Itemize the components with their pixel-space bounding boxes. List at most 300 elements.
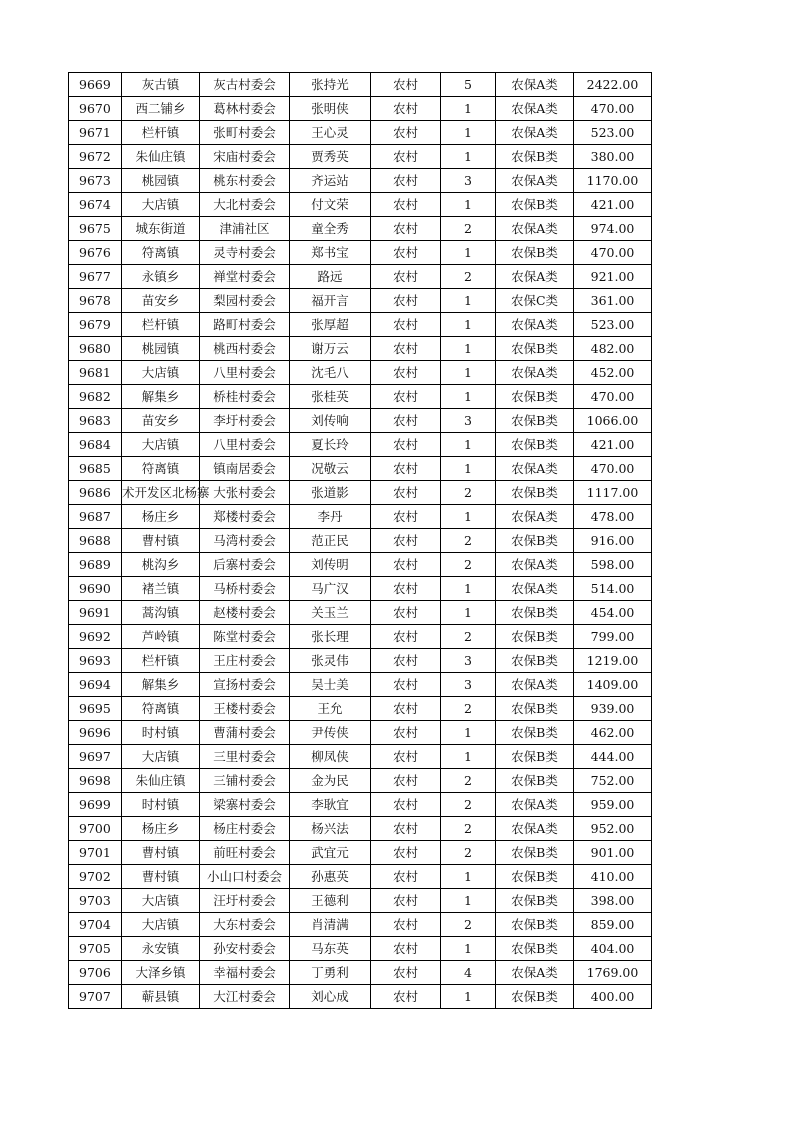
cell-town: 术开发区北杨寨 [122, 481, 200, 505]
cell-insurance-category: 农保B类 [496, 409, 574, 433]
cell-amount: 799.00 [574, 625, 652, 649]
cell-person-name: 张灵伟 [290, 649, 371, 673]
cell-amount: 470.00 [574, 385, 652, 409]
cell-insurance-category: 农保A类 [496, 97, 574, 121]
table-row [69, 361, 652, 385]
cell-insurance-category: 农保A类 [496, 73, 574, 97]
cell-household-type: 农村 [371, 577, 441, 601]
cell-village: 大江村委会 [200, 985, 290, 1009]
cell-member-count: 2 [441, 793, 496, 817]
cell-village: 马湾村委会 [200, 529, 290, 553]
cell-insurance-category: 农保B类 [496, 985, 574, 1009]
cell-amount: 939.00 [574, 697, 652, 721]
cell-village: 马桥村委会 [200, 577, 290, 601]
cell-village: 王庄村委会 [200, 649, 290, 673]
table-row [69, 913, 652, 937]
cell-village: 八里村委会 [200, 361, 290, 385]
cell-member-count: 3 [441, 649, 496, 673]
cell-insurance-category: 农保B类 [496, 913, 574, 937]
table-row [69, 625, 652, 649]
table-row [69, 985, 652, 1009]
cell-insurance-category: 农保B类 [496, 193, 574, 217]
table-row [69, 409, 652, 433]
cell-amount: 421.00 [574, 433, 652, 457]
cell-member-count: 2 [441, 553, 496, 577]
cell-town: 大泽乡镇 [122, 961, 200, 985]
cell-household-type: 农村 [371, 721, 441, 745]
cell-household-type: 农村 [371, 625, 441, 649]
cell-row-id: 9681 [69, 361, 122, 385]
cell-person-name: 张明侠 [290, 97, 371, 121]
cell-row-id: 9676 [69, 241, 122, 265]
cell-row-id: 9705 [69, 937, 122, 961]
table-row [69, 673, 652, 697]
cell-row-id: 9689 [69, 553, 122, 577]
cell-insurance-category: 农保A类 [496, 265, 574, 289]
records-table [68, 72, 652, 1009]
cell-amount: 421.00 [574, 193, 652, 217]
cell-row-id: 9683 [69, 409, 122, 433]
cell-row-id: 9693 [69, 649, 122, 673]
cell-amount: 2422.00 [574, 73, 652, 97]
cell-amount: 470.00 [574, 97, 652, 121]
cell-member-count: 3 [441, 673, 496, 697]
cell-village: 大东村委会 [200, 913, 290, 937]
table-row [69, 313, 652, 337]
cell-household-type: 农村 [371, 529, 441, 553]
cell-member-count: 2 [441, 769, 496, 793]
cell-amount: 404.00 [574, 937, 652, 961]
cell-member-count: 2 [441, 697, 496, 721]
cell-household-type: 农村 [371, 841, 441, 865]
cell-member-count: 1 [441, 889, 496, 913]
cell-person-name: 张持光 [290, 73, 371, 97]
cell-person-name: 吴士美 [290, 673, 371, 697]
cell-village: 桃东村委会 [200, 169, 290, 193]
table-row [69, 97, 652, 121]
cell-insurance-category: 农保A类 [496, 121, 574, 145]
cell-person-name: 沈毛八 [290, 361, 371, 385]
table-row [69, 481, 652, 505]
cell-amount: 1170.00 [574, 169, 652, 193]
cell-insurance-category: 农保A类 [496, 961, 574, 985]
cell-amount: 1066.00 [574, 409, 652, 433]
cell-town: 大店镇 [122, 889, 200, 913]
cell-amount: 974.00 [574, 217, 652, 241]
cell-person-name: 范正民 [290, 529, 371, 553]
cell-town: 解集乡 [122, 385, 200, 409]
table-row [69, 577, 652, 601]
cell-town: 时村镇 [122, 793, 200, 817]
cell-town: 芦岭镇 [122, 625, 200, 649]
cell-amount: 482.00 [574, 337, 652, 361]
table-body [69, 73, 652, 1009]
cell-member-count: 1 [441, 985, 496, 1009]
cell-member-count: 1 [441, 721, 496, 745]
table-row [69, 169, 652, 193]
cell-amount: 444.00 [574, 745, 652, 769]
cell-person-name: 肖清满 [290, 913, 371, 937]
cell-town: 桃园镇 [122, 337, 200, 361]
cell-row-id: 9677 [69, 265, 122, 289]
cell-household-type: 农村 [371, 457, 441, 481]
cell-town: 大店镇 [122, 745, 200, 769]
cell-town: 城东街道 [122, 217, 200, 241]
table-row [69, 505, 652, 529]
cell-member-count: 2 [441, 625, 496, 649]
cell-town: 杨庄乡 [122, 817, 200, 841]
cell-household-type: 农村 [371, 913, 441, 937]
cell-village: 灰古村委会 [200, 73, 290, 97]
cell-amount: 361.00 [574, 289, 652, 313]
cell-insurance-category: 农保A类 [496, 817, 574, 841]
cell-insurance-category: 农保B类 [496, 601, 574, 625]
cell-household-type: 农村 [371, 649, 441, 673]
cell-insurance-category: 农保B类 [496, 529, 574, 553]
cell-row-id: 9692 [69, 625, 122, 649]
cell-row-id: 9669 [69, 73, 122, 97]
cell-household-type: 农村 [371, 673, 441, 697]
cell-village: 宋庙村委会 [200, 145, 290, 169]
cell-member-count: 2 [441, 265, 496, 289]
cell-household-type: 农村 [371, 313, 441, 337]
cell-village: 大北村委会 [200, 193, 290, 217]
cell-town: 时村镇 [122, 721, 200, 745]
cell-insurance-category: 农保B类 [496, 841, 574, 865]
cell-town: 苗安乡 [122, 289, 200, 313]
cell-insurance-category: 农保B类 [496, 649, 574, 673]
cell-town: 永镇乡 [122, 265, 200, 289]
cell-person-name: 柳凤侠 [290, 745, 371, 769]
table-row [69, 817, 652, 841]
cell-town: 桃沟乡 [122, 553, 200, 577]
cell-household-type: 农村 [371, 553, 441, 577]
cell-person-name: 张厚超 [290, 313, 371, 337]
cell-amount: 380.00 [574, 145, 652, 169]
table-row [69, 649, 652, 673]
cell-insurance-category: 农保B类 [496, 145, 574, 169]
table-row [69, 601, 652, 625]
cell-row-id: 9678 [69, 289, 122, 313]
cell-person-name: 王心灵 [290, 121, 371, 145]
cell-person-name: 刘传响 [290, 409, 371, 433]
cell-member-count: 1 [441, 937, 496, 961]
cell-town: 蒿沟镇 [122, 601, 200, 625]
table-row [69, 433, 652, 457]
cell-village: 幸福村委会 [200, 961, 290, 985]
cell-household-type: 农村 [371, 217, 441, 241]
cell-row-id: 9690 [69, 577, 122, 601]
cell-village: 路町村委会 [200, 313, 290, 337]
cell-amount: 452.00 [574, 361, 652, 385]
cell-town: 蕲县镇 [122, 985, 200, 1009]
cell-person-name: 郑书宝 [290, 241, 371, 265]
cell-town: 桃园镇 [122, 169, 200, 193]
cell-household-type: 农村 [371, 985, 441, 1009]
cell-insurance-category: 农保B类 [496, 433, 574, 457]
cell-town: 符离镇 [122, 697, 200, 721]
table-row [69, 769, 652, 793]
cell-amount: 1219.00 [574, 649, 652, 673]
cell-member-count: 1 [441, 745, 496, 769]
cell-village: 张町村委会 [200, 121, 290, 145]
cell-household-type: 农村 [371, 601, 441, 625]
cell-village: 郑楼村委会 [200, 505, 290, 529]
cell-insurance-category: 农保A类 [496, 361, 574, 385]
cell-town: 灰古镇 [122, 73, 200, 97]
table-row [69, 961, 652, 985]
cell-amount: 523.00 [574, 313, 652, 337]
cell-row-id: 9698 [69, 769, 122, 793]
table-row [69, 337, 652, 361]
table-row [69, 697, 652, 721]
cell-insurance-category: 农保A类 [496, 577, 574, 601]
cell-person-name: 路远 [290, 265, 371, 289]
cell-row-id: 9672 [69, 145, 122, 169]
cell-town: 大店镇 [122, 913, 200, 937]
cell-member-count: 2 [441, 817, 496, 841]
cell-insurance-category: 农保B类 [496, 769, 574, 793]
cell-town: 西二铺乡 [122, 97, 200, 121]
cell-person-name: 王德利 [290, 889, 371, 913]
cell-household-type: 农村 [371, 481, 441, 505]
cell-town: 褚兰镇 [122, 577, 200, 601]
table-row [69, 529, 652, 553]
cell-person-name: 尹传侠 [290, 721, 371, 745]
cell-member-count: 1 [441, 457, 496, 481]
cell-town: 苗安乡 [122, 409, 200, 433]
cell-amount: 478.00 [574, 505, 652, 529]
cell-household-type: 农村 [371, 937, 441, 961]
cell-member-count: 2 [441, 217, 496, 241]
cell-village: 灵寺村委会 [200, 241, 290, 265]
cell-household-type: 农村 [371, 97, 441, 121]
cell-amount: 1769.00 [574, 961, 652, 985]
cell-row-id: 9686 [69, 481, 122, 505]
cell-amount: 400.00 [574, 985, 652, 1009]
cell-row-id: 9684 [69, 433, 122, 457]
cell-row-id: 9675 [69, 217, 122, 241]
cell-household-type: 农村 [371, 697, 441, 721]
cell-member-count: 1 [441, 865, 496, 889]
cell-village: 三里村委会 [200, 745, 290, 769]
cell-household-type: 农村 [371, 169, 441, 193]
cell-village: 陈堂村委会 [200, 625, 290, 649]
cell-village: 八里村委会 [200, 433, 290, 457]
cell-member-count: 5 [441, 73, 496, 97]
cell-village: 王楼村委会 [200, 697, 290, 721]
cell-village: 宣扬村委会 [200, 673, 290, 697]
cell-amount: 921.00 [574, 265, 652, 289]
cell-member-count: 3 [441, 409, 496, 433]
cell-insurance-category: 农保B类 [496, 337, 574, 361]
table-row [69, 865, 652, 889]
cell-member-count: 4 [441, 961, 496, 985]
cell-amount: 398.00 [574, 889, 652, 913]
cell-person-name: 童全秀 [290, 217, 371, 241]
table-row [69, 385, 652, 409]
cell-household-type: 农村 [371, 793, 441, 817]
cell-household-type: 农村 [371, 265, 441, 289]
cell-town: 朱仙庄镇 [122, 769, 200, 793]
cell-member-count: 1 [441, 145, 496, 169]
cell-insurance-category: 农保A类 [496, 169, 574, 193]
table-row [69, 121, 652, 145]
cell-row-id: 9695 [69, 697, 122, 721]
cell-town: 曹村镇 [122, 865, 200, 889]
cell-insurance-category: 农保A类 [496, 673, 574, 697]
cell-town: 朱仙庄镇 [122, 145, 200, 169]
cell-village: 前旺村委会 [200, 841, 290, 865]
cell-member-count: 1 [441, 121, 496, 145]
cell-household-type: 农村 [371, 409, 441, 433]
cell-household-type: 农村 [371, 289, 441, 313]
cell-person-name: 丁勇利 [290, 961, 371, 985]
cell-member-count: 1 [441, 193, 496, 217]
cell-household-type: 农村 [371, 193, 441, 217]
cell-amount: 410.00 [574, 865, 652, 889]
cell-person-name: 张道影 [290, 481, 371, 505]
cell-amount: 859.00 [574, 913, 652, 937]
cell-amount: 514.00 [574, 577, 652, 601]
cell-member-count: 1 [441, 337, 496, 361]
cell-household-type: 农村 [371, 385, 441, 409]
cell-household-type: 农村 [371, 241, 441, 265]
cell-town: 曹村镇 [122, 529, 200, 553]
cell-household-type: 农村 [371, 769, 441, 793]
cell-household-type: 农村 [371, 361, 441, 385]
cell-village: 曹蒲村委会 [200, 721, 290, 745]
table-row [69, 745, 652, 769]
cell-row-id: 9673 [69, 169, 122, 193]
cell-row-id: 9682 [69, 385, 122, 409]
cell-member-count: 1 [441, 97, 496, 121]
cell-row-id: 9704 [69, 913, 122, 937]
cell-amount: 752.00 [574, 769, 652, 793]
table-row [69, 841, 652, 865]
cell-amount: 470.00 [574, 241, 652, 265]
cell-row-id: 9703 [69, 889, 122, 913]
cell-village: 禅堂村委会 [200, 265, 290, 289]
cell-amount: 454.00 [574, 601, 652, 625]
cell-member-count: 1 [441, 433, 496, 457]
cell-insurance-category: 农保B类 [496, 241, 574, 265]
cell-town: 曹村镇 [122, 841, 200, 865]
cell-row-id: 9688 [69, 529, 122, 553]
cell-village: 桥桂村委会 [200, 385, 290, 409]
cell-person-name: 付文荣 [290, 193, 371, 217]
cell-person-name: 夏长玲 [290, 433, 371, 457]
cell-insurance-category: 农保B类 [496, 697, 574, 721]
cell-person-name: 金为民 [290, 769, 371, 793]
cell-person-name: 刘心成 [290, 985, 371, 1009]
cell-person-name: 谢万云 [290, 337, 371, 361]
cell-member-count: 1 [441, 505, 496, 529]
cell-amount: 959.00 [574, 793, 652, 817]
cell-insurance-category: 农保A类 [496, 553, 574, 577]
cell-amount: 952.00 [574, 817, 652, 841]
cell-person-name: 孙惠英 [290, 865, 371, 889]
cell-row-id: 9685 [69, 457, 122, 481]
cell-household-type: 农村 [371, 745, 441, 769]
cell-row-id: 9697 [69, 745, 122, 769]
cell-insurance-category: 农保A类 [496, 217, 574, 241]
cell-village: 孙安村委会 [200, 937, 290, 961]
cell-household-type: 农村 [371, 145, 441, 169]
cell-person-name: 贾秀英 [290, 145, 371, 169]
cell-amount: 462.00 [574, 721, 652, 745]
cell-person-name: 武宜元 [290, 841, 371, 865]
cell-household-type: 农村 [371, 121, 441, 145]
cell-member-count: 2 [441, 529, 496, 553]
cell-town: 符离镇 [122, 457, 200, 481]
cell-household-type: 农村 [371, 505, 441, 529]
cell-town: 符离镇 [122, 241, 200, 265]
cell-row-id: 9707 [69, 985, 122, 1009]
cell-member-count: 1 [441, 289, 496, 313]
cell-town: 栏杆镇 [122, 121, 200, 145]
table-row [69, 289, 652, 313]
cell-person-name: 马东英 [290, 937, 371, 961]
cell-member-count: 1 [441, 601, 496, 625]
cell-row-id: 9701 [69, 841, 122, 865]
table-row [69, 73, 652, 97]
cell-household-type: 农村 [371, 433, 441, 457]
table-row [69, 241, 652, 265]
cell-member-count: 2 [441, 913, 496, 937]
cell-insurance-category: 农保A类 [496, 457, 574, 481]
cell-town: 大店镇 [122, 361, 200, 385]
cell-town: 栏杆镇 [122, 649, 200, 673]
table-row [69, 217, 652, 241]
cell-village: 小山口村委会 [200, 865, 290, 889]
cell-insurance-category: 农保A类 [496, 313, 574, 337]
cell-amount: 901.00 [574, 841, 652, 865]
table-row [69, 793, 652, 817]
cell-row-id: 9679 [69, 313, 122, 337]
cell-village: 三铺村委会 [200, 769, 290, 793]
cell-village: 津浦社区 [200, 217, 290, 241]
cell-person-name: 关玉兰 [290, 601, 371, 625]
cell-person-name: 张长理 [290, 625, 371, 649]
cell-insurance-category: 农保B类 [496, 625, 574, 649]
cell-town: 栏杆镇 [122, 313, 200, 337]
cell-person-name: 马广汉 [290, 577, 371, 601]
cell-person-name: 李丹 [290, 505, 371, 529]
cell-insurance-category: 农保A类 [496, 793, 574, 817]
cell-person-name: 齐运站 [290, 169, 371, 193]
cell-household-type: 农村 [371, 961, 441, 985]
cell-village: 葛林村委会 [200, 97, 290, 121]
cell-village: 赵楼村委会 [200, 601, 290, 625]
table-row [69, 721, 652, 745]
table-row [69, 265, 652, 289]
cell-town: 大店镇 [122, 193, 200, 217]
cell-member-count: 1 [441, 241, 496, 265]
cell-amount: 916.00 [574, 529, 652, 553]
cell-household-type: 农村 [371, 865, 441, 889]
cell-member-count: 1 [441, 385, 496, 409]
cell-household-type: 农村 [371, 337, 441, 361]
cell-amount: 598.00 [574, 553, 652, 577]
cell-village: 大张村委会 [200, 481, 290, 505]
cell-insurance-category: 农保B类 [496, 745, 574, 769]
cell-village: 镇南居委会 [200, 457, 290, 481]
cell-member-count: 2 [441, 481, 496, 505]
cell-village: 梁寨村委会 [200, 793, 290, 817]
cell-insurance-category: 农保B类 [496, 865, 574, 889]
cell-person-name: 况敬云 [290, 457, 371, 481]
